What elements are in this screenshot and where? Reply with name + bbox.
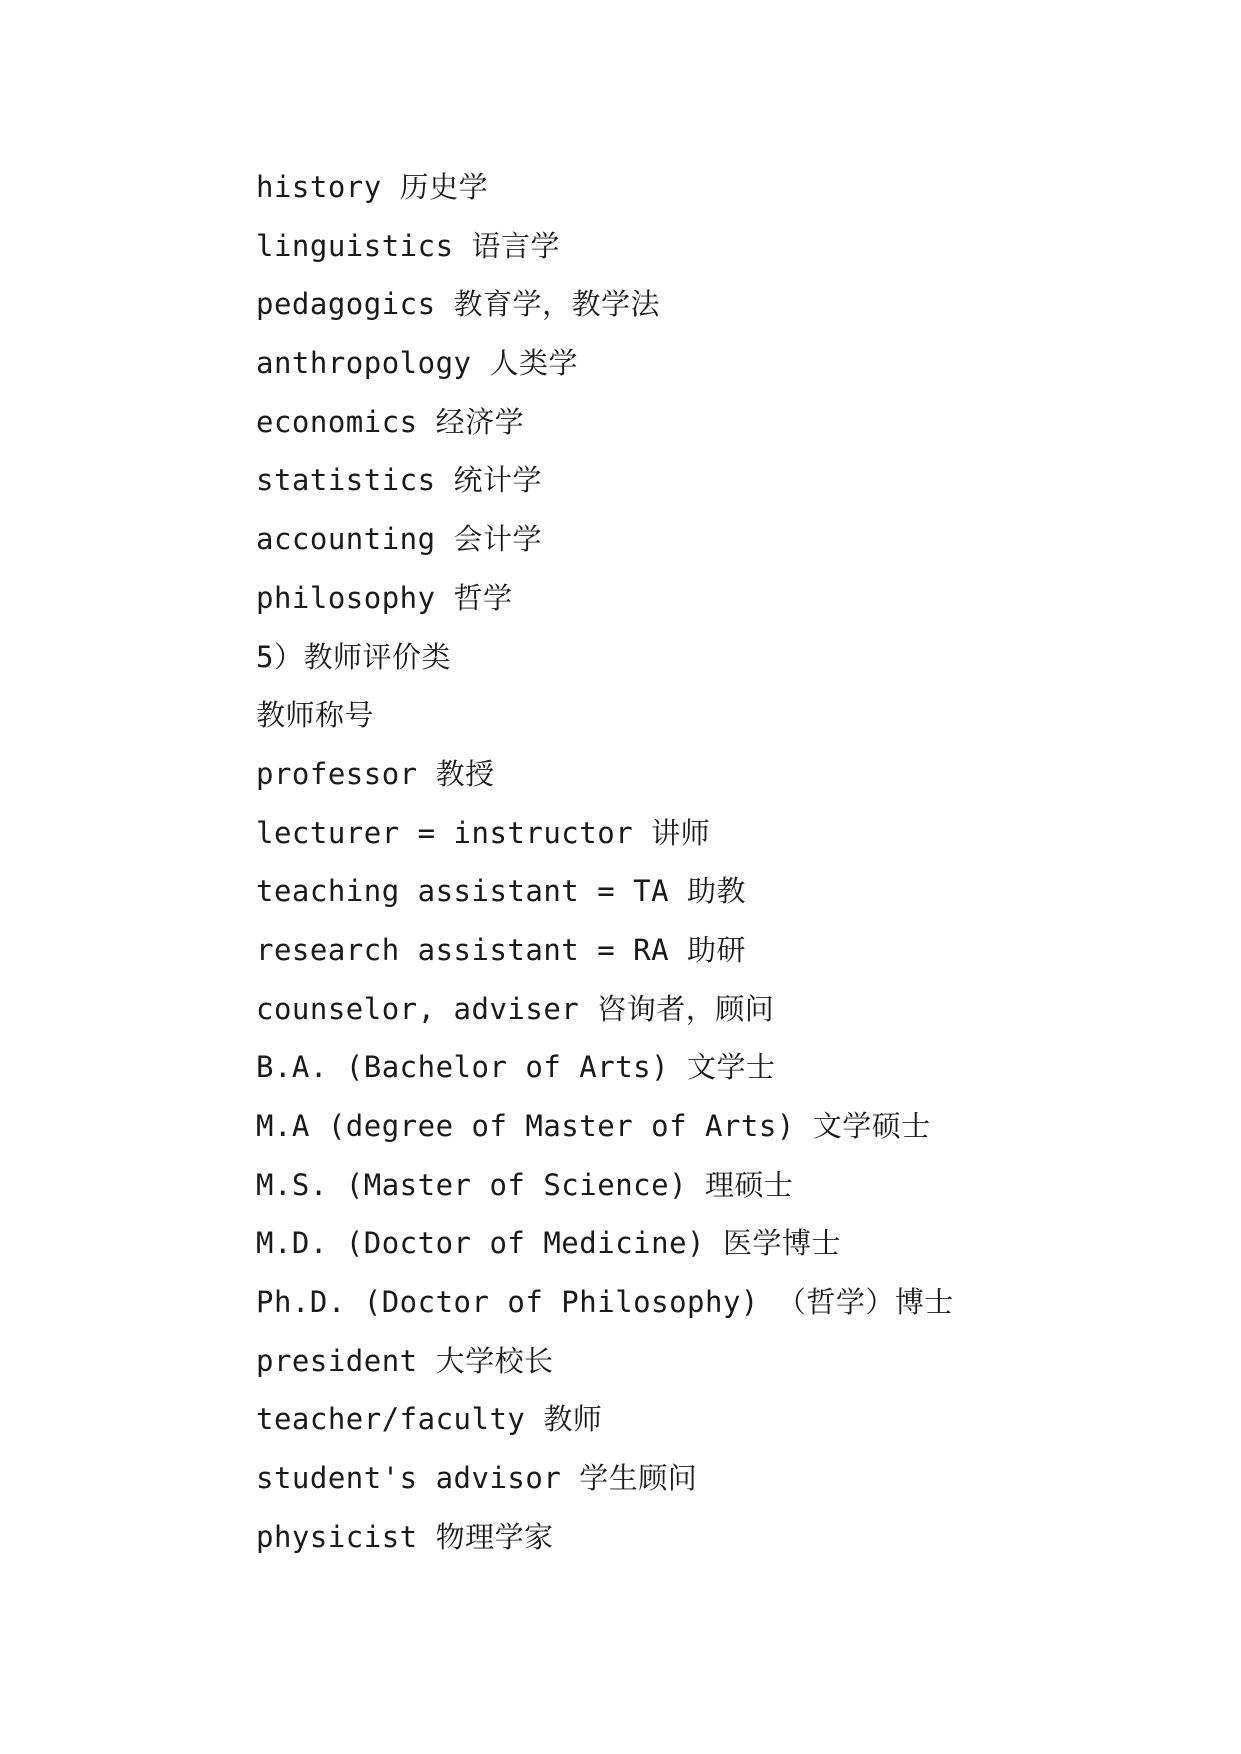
text-line: counselor, adviser 咨询者，顾问 xyxy=(256,991,775,1026)
text-line: teaching assistant = TA 助教 xyxy=(256,874,747,909)
text-line: student's advisor 学生顾问 xyxy=(256,1461,698,1496)
text-line: professor 教授 xyxy=(256,756,495,791)
text-line: M.A (degree of Master of Arts) 文学硕士 xyxy=(256,1109,931,1143)
text-line: physicist 物理学家 xyxy=(256,1519,554,1554)
text-line: philosophy 哲学 xyxy=(256,580,513,615)
text-line: research assistant = RA 助研 xyxy=(256,932,747,967)
text-line: M.S. (Master of Science) 理硕士 xyxy=(256,1167,794,1202)
text-line: history 历史学 xyxy=(256,170,489,204)
text-line: linguistics 语言学 xyxy=(256,228,561,263)
section-heading: 5）教师评价类 xyxy=(256,639,451,674)
text-line: Ph.D. (Doctor of Philosophy) （哲学）博士 xyxy=(256,1285,954,1320)
text-line: economics 经济学 xyxy=(256,404,525,439)
document-body xyxy=(256,158,1156,1567)
text-line: anthropology 人类学 xyxy=(256,346,578,381)
text-line: lecturer = instructor 讲师 xyxy=(256,815,711,850)
text-line: accounting 会计学 xyxy=(256,522,543,557)
text-line: teacher/faculty 教师 xyxy=(256,1402,603,1437)
subsection-heading: 教师称号 xyxy=(256,698,375,733)
text-line: pedagogics 教育学，教学法 xyxy=(256,287,661,322)
text-line: statistics 统计学 xyxy=(256,463,543,498)
text-line: M.D. (Doctor of Medicine) 医学博士 xyxy=(256,1226,841,1261)
text-line: B.A. (Bachelor of Arts) 文学士 xyxy=(256,1050,776,1085)
text-line: president 大学校长 xyxy=(256,1343,554,1378)
